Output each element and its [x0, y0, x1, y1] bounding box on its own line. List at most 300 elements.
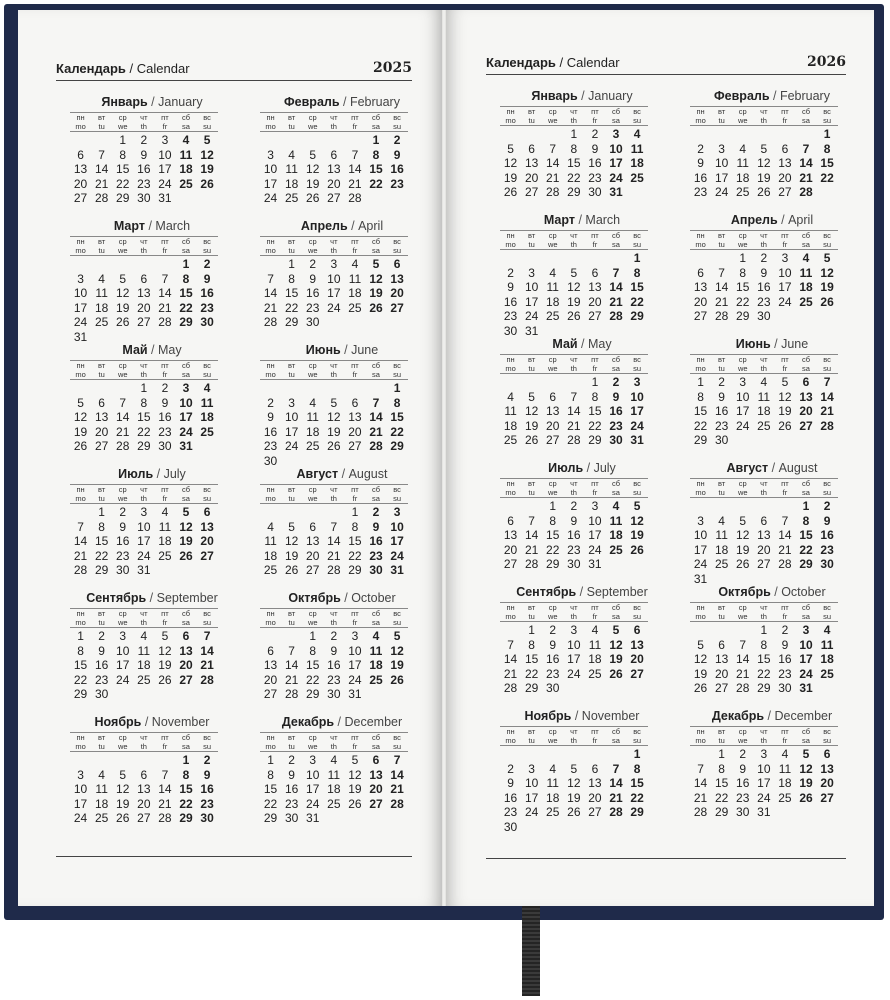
day-cell: 27: [200, 548, 214, 563]
weekday-en: su: [393, 618, 402, 627]
weekday-en: fr: [592, 612, 598, 621]
day-cell: 1: [119, 133, 127, 147]
month-name-sep: /: [770, 337, 782, 351]
day-cell: 6: [330, 147, 338, 162]
weekday-en: sa: [802, 364, 810, 373]
weekday-en: mo: [265, 618, 276, 627]
weekday-ru: вс: [203, 609, 211, 618]
weekday-en: mo: [695, 612, 706, 621]
weekday-en: we: [117, 742, 128, 751]
day-grid: [500, 250, 648, 338]
day-cell: 7: [823, 375, 831, 389]
day-cell: 23: [503, 309, 518, 323]
day-cell: 28: [736, 681, 750, 695]
day-cell: 13: [799, 389, 813, 404]
month-block: [498, 334, 666, 458]
weekday-en: sa: [612, 612, 620, 621]
day-cell: 29: [757, 681, 771, 695]
weekday-row-ru: [70, 361, 218, 370]
day-cell: 8: [633, 761, 641, 776]
day-cell: 28: [327, 563, 341, 577]
weekday-en: su: [823, 240, 832, 249]
month-name: [498, 706, 666, 726]
day-cell: 13: [263, 658, 278, 672]
weekday-header: [260, 732, 408, 752]
month-name-ru: Март: [113, 219, 145, 233]
day-cell: 23: [306, 300, 320, 315]
weekday-ru: вт: [528, 727, 536, 736]
month-name-ru: Март: [543, 213, 575, 227]
day-cell: 20: [369, 782, 383, 796]
day-cell: 30: [820, 557, 834, 571]
day-cell: 1: [351, 505, 359, 519]
weekday-en: mo: [505, 116, 516, 125]
day-cell: 5: [612, 623, 620, 637]
day-cell: 7: [570, 389, 578, 404]
weekday-row-ru: [500, 479, 648, 488]
weekday-en: th: [570, 240, 577, 249]
month-name-en: July: [593, 461, 616, 475]
calendar-title: [56, 61, 190, 76]
day-cell: 7: [612, 761, 620, 776]
day-cell: 23: [200, 796, 214, 811]
day-cell: 15: [524, 652, 539, 666]
weekday-ru: пт: [351, 113, 359, 122]
day-blank: [112, 381, 133, 396]
day-cell: 3: [309, 753, 317, 767]
weekday-ru: вт: [98, 361, 106, 370]
day-cell: 16: [503, 294, 518, 309]
day-cell: 12: [567, 280, 581, 294]
day-cell: 3: [393, 505, 401, 519]
day-cell: 13: [693, 280, 708, 294]
day-cell: 24: [757, 790, 771, 805]
day-cell: 16: [369, 534, 383, 548]
day-cell: 26: [736, 557, 750, 571]
day-cell: 9: [372, 519, 380, 534]
day-cell: 22: [116, 176, 130, 191]
weekday-ru: чт: [140, 733, 148, 742]
day-cell: 10: [524, 776, 539, 790]
day-cell: 4: [309, 395, 317, 410]
weekday-header: [70, 608, 218, 628]
day-cell: 28: [714, 309, 729, 323]
day-cell: 23: [503, 805, 518, 819]
weekday-en: fr: [782, 364, 788, 373]
weekday-ru: чт: [760, 355, 768, 364]
weekday-ru: сб: [181, 361, 191, 370]
weekday-en: we: [737, 736, 748, 745]
weekday-en: sa: [182, 742, 190, 751]
weekday-en: sa: [802, 488, 810, 497]
day-cell: 9: [119, 519, 127, 534]
month-name: [498, 210, 666, 230]
day-cell: 15: [306, 658, 320, 672]
day-cell: 29: [588, 433, 602, 447]
month-name-sep: /: [571, 709, 582, 723]
weekday-row-en: [500, 488, 648, 497]
weekday-ru: ср: [308, 733, 317, 742]
day-cell: 12: [179, 519, 193, 534]
day-cell: 23: [369, 548, 383, 563]
month-name-en: November: [151, 715, 210, 729]
day-cell: 9: [309, 271, 317, 286]
day-grid: [70, 628, 218, 702]
weekday-row-en: [70, 494, 218, 503]
month-name: [498, 458, 666, 478]
day-cell: 1: [372, 133, 380, 147]
day-cell: 13: [524, 156, 539, 170]
day-cell: 26: [369, 300, 383, 315]
day-cell: 26: [116, 811, 130, 825]
day-cell: 12: [693, 652, 708, 666]
day-cell: 3: [77, 271, 84, 286]
day-cell: 27: [263, 687, 278, 701]
day-cell: 27: [390, 300, 404, 315]
day-cell: 24: [390, 548, 404, 563]
day-cell: 5: [182, 505, 190, 519]
day-cell: 20: [179, 658, 193, 672]
weekday-header: [70, 732, 218, 752]
day-cell: 3: [330, 257, 338, 271]
month-name-ru: Июль: [548, 461, 584, 475]
day-cell: 19: [567, 790, 581, 805]
weekday-ru: ср: [118, 609, 127, 618]
day-cell: 1: [182, 257, 190, 271]
day-cell: 21: [158, 300, 172, 315]
day-cell: 3: [77, 767, 84, 782]
month-name: [68, 340, 236, 360]
month-name-en: November: [581, 709, 640, 723]
day-cell: 22: [714, 790, 729, 805]
weekday-ru: ср: [738, 231, 747, 240]
day-cell: 5: [161, 629, 169, 643]
day-cell: 28: [348, 191, 362, 205]
weekday-ru: ср: [308, 237, 317, 246]
day-cell: 7: [161, 767, 169, 782]
month-name-ru: Январь: [101, 95, 148, 109]
day-cell: 5: [823, 251, 831, 265]
title-sep: /: [125, 61, 137, 76]
month-name-sep: /: [146, 591, 157, 605]
weekday-ru: сб: [371, 237, 381, 246]
day-cell: 26: [390, 672, 404, 687]
day-cell: 13: [94, 410, 109, 424]
day-cell: 25: [630, 170, 644, 185]
day-cell: 11: [95, 782, 108, 796]
day-cell: 22: [524, 666, 539, 681]
day-cell: 22: [390, 424, 404, 439]
day-blank: [112, 257, 133, 272]
day-cell: 15: [263, 782, 278, 796]
day-cell: 31: [524, 323, 539, 338]
day-cell: 16: [263, 424, 278, 439]
day-cell: 30: [757, 309, 771, 323]
month-name-en: September: [156, 591, 218, 605]
day-cell: 19: [799, 776, 813, 790]
weekday-en: tu: [718, 612, 725, 621]
day-cell: 10: [158, 147, 172, 162]
day-cell: 14: [390, 767, 404, 782]
day-cell: 26: [116, 315, 130, 329]
weekday-ru: вс: [393, 113, 401, 122]
day-cell: 22: [137, 424, 151, 439]
weekday-ru: пт: [781, 479, 789, 488]
day-blank: [70, 753, 91, 768]
weekday-header: [260, 112, 408, 132]
day-cell: 30: [137, 191, 151, 205]
day-cell: 5: [528, 389, 535, 404]
day-blank: [732, 623, 753, 638]
day-blank: [302, 133, 323, 148]
day-blank: [344, 381, 365, 396]
day-cell: 27: [94, 439, 109, 453]
day-cell: 24: [714, 185, 729, 199]
day-cell: 4: [760, 375, 768, 389]
day-cell: 27: [524, 185, 539, 199]
month-name: [688, 582, 856, 602]
day-cell: 13: [348, 410, 362, 424]
weekday-ru: вт: [98, 113, 106, 122]
day-cell: 8: [119, 147, 127, 162]
weekday-en: su: [823, 488, 832, 497]
day-cell: 6: [98, 395, 105, 410]
day-cell: 15: [137, 410, 151, 424]
day-cell: 7: [393, 753, 401, 767]
day-cell: 9: [98, 643, 105, 658]
day-cell: 30: [588, 185, 602, 199]
day-cell: 7: [77, 519, 84, 534]
day-grid: [260, 256, 408, 330]
day-cell: 7: [718, 265, 725, 280]
day-cell: 1: [549, 499, 557, 513]
day-cell: 25: [284, 191, 299, 205]
day-cell: 28: [820, 418, 834, 433]
day-cell: 27: [630, 666, 644, 681]
day-cell: 14: [714, 280, 729, 294]
day-blank: [521, 127, 542, 142]
day-cell: 26: [630, 542, 644, 557]
day-cell: 10: [736, 389, 750, 404]
day-cell: 14: [116, 410, 130, 424]
day-cell: 10: [714, 156, 729, 170]
day-cell: 16: [284, 782, 299, 796]
day-cell: 5: [781, 375, 789, 389]
weekday-row-ru: [260, 113, 408, 122]
weekday-en: tu: [98, 246, 105, 255]
day-cell: 18: [369, 658, 383, 672]
weekday-ru: пт: [161, 733, 169, 742]
month-name: [258, 92, 426, 112]
weekday-en: we: [547, 612, 558, 621]
day-cell: 25: [263, 563, 278, 577]
day-cell: 26: [567, 309, 581, 323]
day-cell: 4: [591, 623, 599, 637]
weekday-en: sa: [372, 618, 380, 627]
day-cell: 15: [630, 776, 644, 790]
day-cell: 17: [778, 280, 792, 294]
weekday-header: [70, 112, 218, 132]
day-cell: 4: [372, 629, 380, 643]
weekday-en: mo: [505, 488, 516, 497]
day-cell: 18: [263, 548, 278, 563]
day-cell: 10: [609, 141, 623, 156]
weekday-ru: пт: [161, 361, 169, 370]
day-blank: [133, 257, 154, 272]
day-cell: 4: [549, 761, 557, 776]
day-cell: 12: [116, 782, 130, 796]
day-cell: 17: [757, 776, 771, 790]
day-grid: [260, 752, 408, 826]
month-block: [68, 92, 236, 216]
weekday-row-en: [690, 488, 838, 497]
months-grid: [68, 92, 408, 836]
weekday-ru: вс: [823, 479, 831, 488]
day-cell: 18: [503, 418, 518, 433]
day-cell: 21: [567, 418, 581, 433]
day-cell: 12: [348, 767, 362, 782]
day-cell: 2: [718, 375, 725, 389]
weekday-en: sa: [612, 240, 620, 249]
weekday-header: [690, 230, 838, 250]
day-cell: 24: [179, 424, 193, 439]
day-cell: 10: [390, 519, 404, 534]
day-blank: [584, 747, 605, 762]
weekday-en: su: [633, 488, 642, 497]
day-cell: 6: [203, 505, 211, 519]
day-cell: 4: [161, 505, 169, 519]
weekday-en: mo: [75, 246, 86, 255]
day-cell: 24: [327, 300, 341, 315]
day-cell: 29: [524, 681, 539, 695]
day-cell: 6: [591, 265, 599, 280]
day-cell: 5: [570, 761, 578, 776]
weekday-en: mo: [75, 122, 86, 131]
day-cell: 21: [369, 424, 383, 439]
day-cell: 17: [348, 658, 362, 672]
weekday-en: sa: [372, 246, 380, 255]
weekday-ru: вт: [718, 479, 726, 488]
day-cell: 16: [567, 528, 581, 542]
day-cell: 1: [591, 375, 599, 389]
day-cell: 17: [736, 404, 750, 418]
weekday-en: sa: [612, 488, 620, 497]
weekday-en: we: [307, 246, 318, 255]
day-cell: 16: [306, 286, 320, 300]
weekday-ru: пн: [506, 355, 515, 364]
weekday-header: [260, 236, 408, 256]
weekday-header: [500, 230, 648, 250]
day-cell: 21: [503, 666, 518, 681]
day-grid: [690, 498, 838, 586]
weekday-en: tu: [528, 612, 535, 621]
weekday-ru: вт: [288, 609, 296, 618]
day-cell: 4: [203, 381, 211, 395]
weekday-ru: пт: [781, 107, 789, 116]
day-cell: 8: [760, 637, 768, 652]
weekday-ru: сб: [801, 727, 811, 736]
weekday-row-ru: [260, 237, 408, 246]
weekday-en: tu: [718, 736, 725, 745]
weekday-ru: вс: [203, 485, 211, 494]
day-cell: 28: [158, 811, 172, 825]
day-cell: 15: [736, 280, 750, 294]
weekday-header: [500, 106, 648, 126]
weekday-en: tu: [528, 488, 535, 497]
weekday-ru: ср: [308, 361, 317, 370]
day-cell: 23: [116, 548, 130, 563]
weekday-ru: чт: [140, 113, 148, 122]
day-cell: 20: [799, 404, 813, 418]
day-cell: 31: [390, 563, 404, 577]
weekday-ru: пт: [781, 355, 789, 364]
day-cell: 13: [179, 643, 193, 658]
bookmark-ribbon[interactable]: [522, 900, 540, 996]
day-cell: 30: [284, 811, 299, 825]
day-cell: 7: [528, 513, 535, 528]
page-right: [446, 10, 874, 906]
day-cell: 19: [693, 666, 708, 681]
month-block: [498, 706, 666, 834]
month-block: [688, 334, 856, 458]
day-blank: [500, 747, 521, 762]
day-cell: 20: [778, 170, 792, 185]
day-cell: 19: [158, 658, 172, 672]
weekday-ru: вт: [528, 479, 536, 488]
weekday-en: su: [203, 742, 212, 751]
day-cell: 27: [588, 805, 602, 819]
weekday-ru: пт: [161, 237, 169, 246]
day-blank: [281, 505, 302, 520]
day-cell: 1: [140, 381, 148, 395]
weekday-ru: пт: [351, 609, 359, 618]
weekday-ru: пт: [351, 237, 359, 246]
day-cell: 30: [200, 315, 214, 329]
weekday-ru: сб: [181, 733, 191, 742]
day-cell: 28: [200, 672, 214, 687]
weekday-ru: сб: [611, 479, 621, 488]
weekday-ru: вт: [288, 733, 296, 742]
day-cell: 8: [267, 767, 274, 782]
day-cell: 25: [503, 433, 518, 447]
day-cell: 3: [760, 747, 768, 761]
day-blank: [70, 505, 91, 520]
weekday-row-ru: [500, 727, 648, 736]
weekday-row-en: [260, 122, 408, 131]
day-cell: 29: [348, 563, 362, 577]
day-cell: 3: [802, 623, 810, 637]
weekday-ru: пн: [266, 733, 275, 742]
day-cell: 14: [524, 528, 539, 542]
weekday-en: sa: [182, 618, 190, 627]
weekday-en: th: [570, 736, 577, 745]
day-cell: 11: [285, 162, 298, 176]
day-cell: 16: [546, 652, 560, 666]
day-blank: [774, 127, 795, 142]
day-cell: 26: [158, 672, 172, 687]
day-cell: 8: [393, 395, 401, 410]
month-name-ru: Август: [726, 461, 769, 475]
day-cell: 21: [609, 294, 623, 309]
day-cell: 21: [200, 658, 214, 672]
day-cell: 5: [393, 629, 401, 643]
month-block: [258, 92, 426, 216]
day-cell: 21: [820, 404, 834, 418]
weekday-en: th: [570, 364, 577, 373]
weekday-ru: вс: [823, 603, 831, 612]
day-cell: 12: [503, 156, 518, 170]
weekday-ru: ср: [738, 107, 747, 116]
